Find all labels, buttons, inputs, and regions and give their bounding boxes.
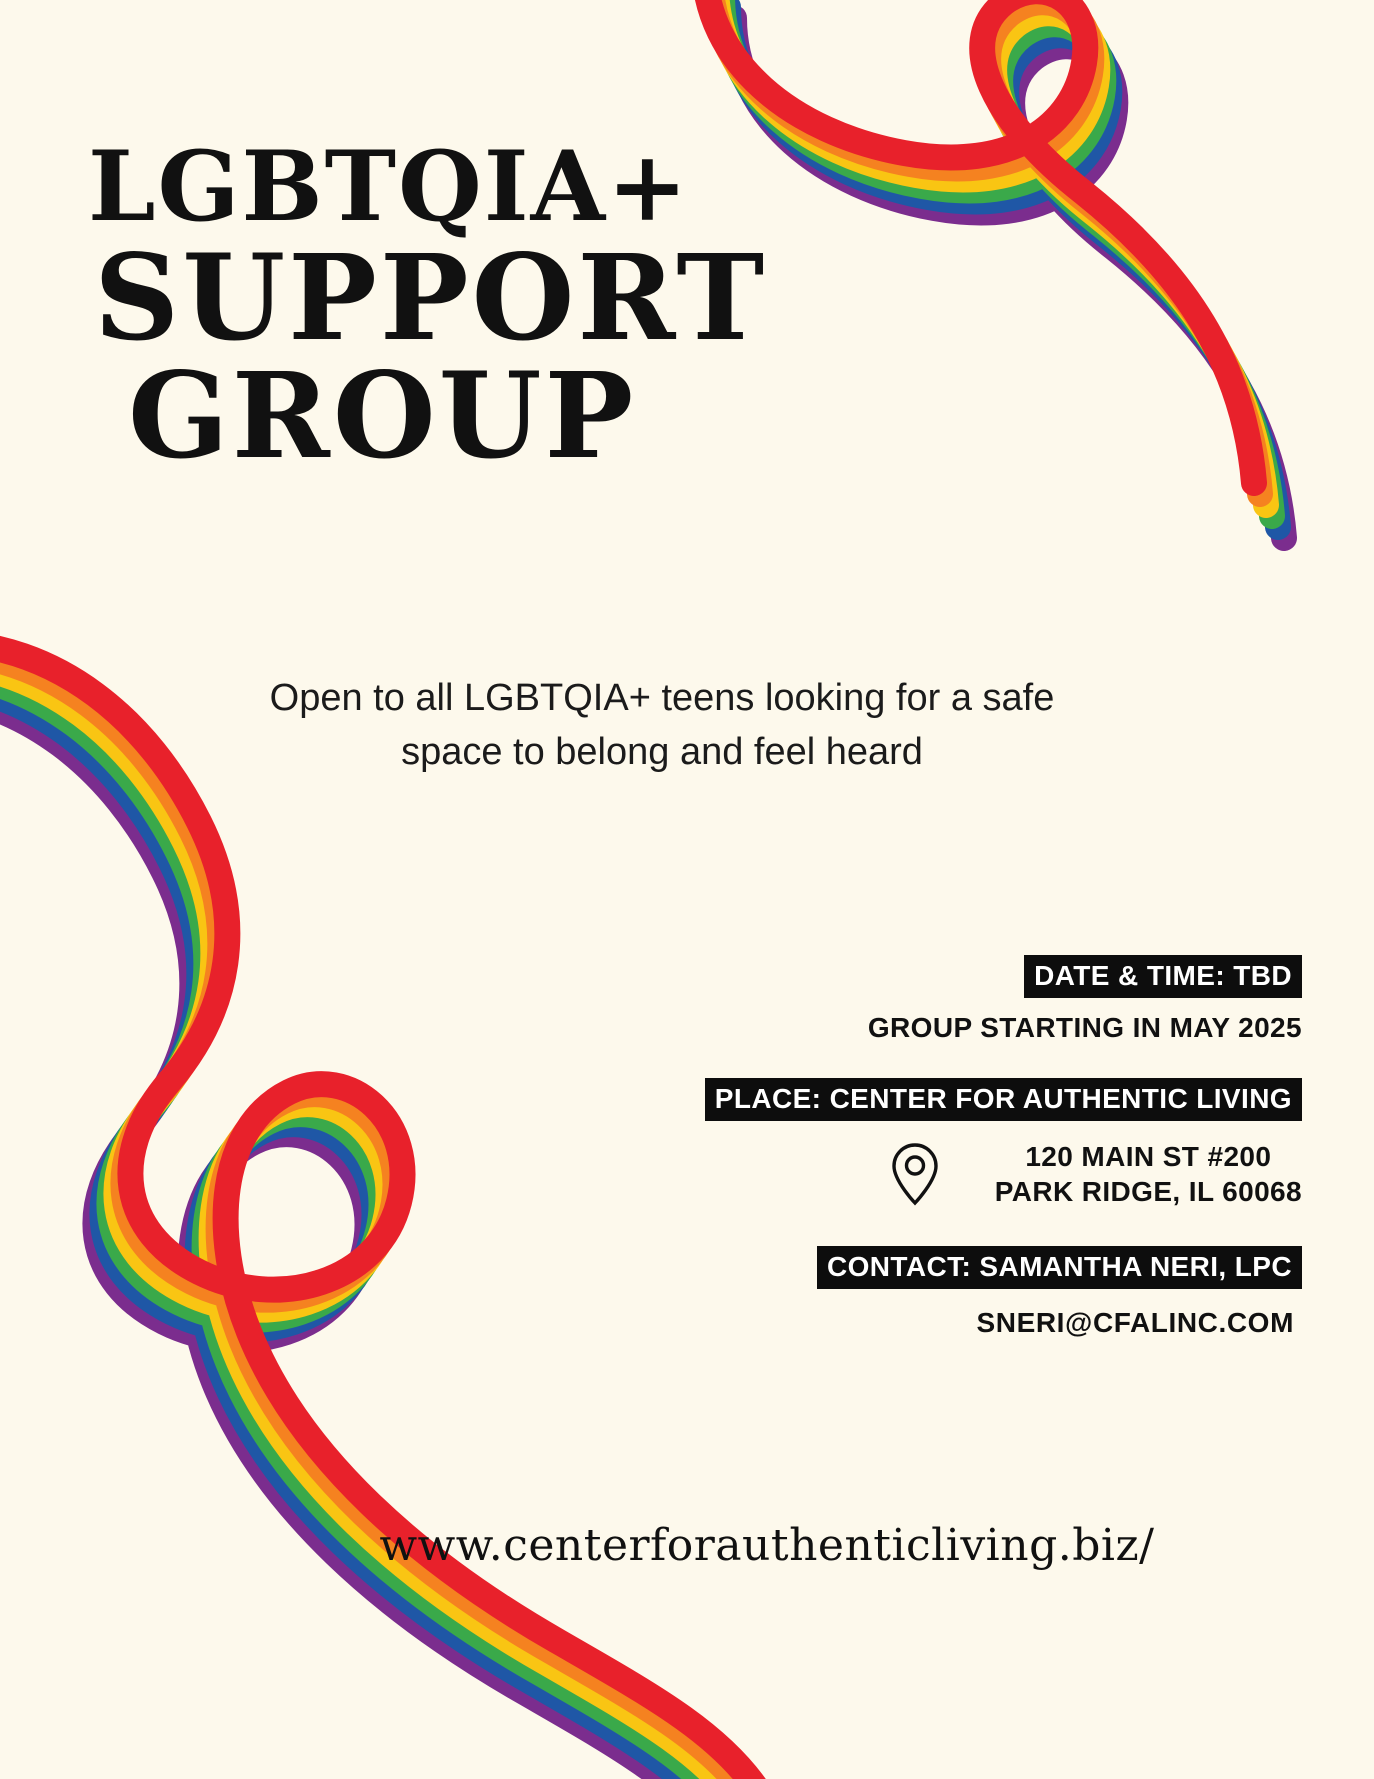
title-line-2: SUPPORT xyxy=(94,228,768,368)
contact-email[interactable]: SNERI@CFALINC.COM xyxy=(976,1306,1294,1338)
address-line-1: 120 MAIN ST #200 xyxy=(1025,1140,1272,1172)
details-block xyxy=(542,955,1302,1339)
location-pin-icon xyxy=(891,1142,939,1206)
subtitle-text: Open to all LGBTQIA+ teens looking for a safe space to belong and feel heard xyxy=(269,677,1055,773)
title-line-1: LGBTQIA+ xyxy=(88,130,690,243)
date-time-row xyxy=(542,955,1302,998)
website-url[interactable]: www.centerforauthenticliving.biz/ xyxy=(379,1520,1155,1571)
contact-row xyxy=(542,1246,1302,1289)
place-row xyxy=(542,1078,1302,1121)
place-label: PLACE: CENTER FOR AUTHENTIC LIVING xyxy=(705,1078,1302,1121)
address-line-2: PARK RIDGE, IL 60068 xyxy=(994,1176,1302,1208)
date-time-label: DATE & TIME: TBD xyxy=(1024,955,1302,998)
contact-label: CONTACT: SAMANTHA NERI, LPC xyxy=(817,1246,1302,1289)
address-row xyxy=(542,1139,1302,1211)
date-note: GROUP STARTING IN MAY 2025 xyxy=(867,1011,1302,1043)
page-title xyxy=(88,130,908,485)
address-text xyxy=(995,1139,1302,1211)
title-line-3: GROUP xyxy=(128,345,637,485)
